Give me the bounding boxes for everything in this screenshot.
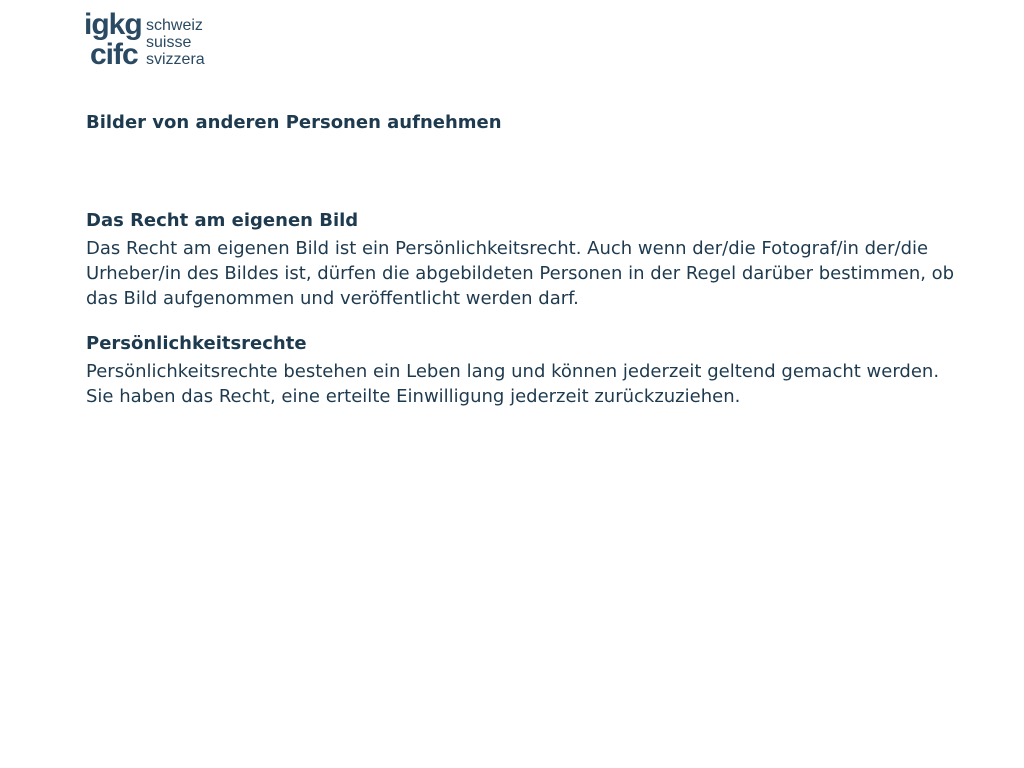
logo-mark-line1: igkg <box>84 8 142 41</box>
logo-mark-line2: cifc <box>90 38 138 71</box>
section-persoenlichkeitsrechte <box>86 331 966 409</box>
section-body: Das Recht am eigenen Bild ist ein Persönlichkeitsrecht. Auch wenn der/die Fotograf/in der/die Urheber/in des Bildes ist, dürfen die abgebildeten Personen in der Regel darüber bestimmen, ob das Bild aufgenommen und veröffentlicht werden darf. <box>86 238 955 309</box>
logo <box>84 8 214 72</box>
section-recht-am-bild <box>86 208 966 311</box>
logo-word-schweiz: schweiz <box>146 17 203 34</box>
logo-word-suisse: suisse <box>146 34 192 51</box>
logo-word-svizzera: svizzera <box>146 51 205 68</box>
section-heading: Das Recht am eigenen Bild <box>86 210 359 231</box>
logo-mark <box>84 8 146 72</box>
section-heading: Persönlichkeitsrechte <box>86 333 307 354</box>
page-title: Bilder von anderen Personen aufnehmen <box>86 112 502 133</box>
logo-wordmark <box>146 17 205 68</box>
content <box>86 208 966 409</box>
section-body: Persönlichkeitsrechte bestehen ein Leben lang und können jederzeit geltend gemacht werden. Sie haben das Recht, eine erteilte Einwilligung jederzeit zurückzuziehen. <box>86 361 940 407</box>
